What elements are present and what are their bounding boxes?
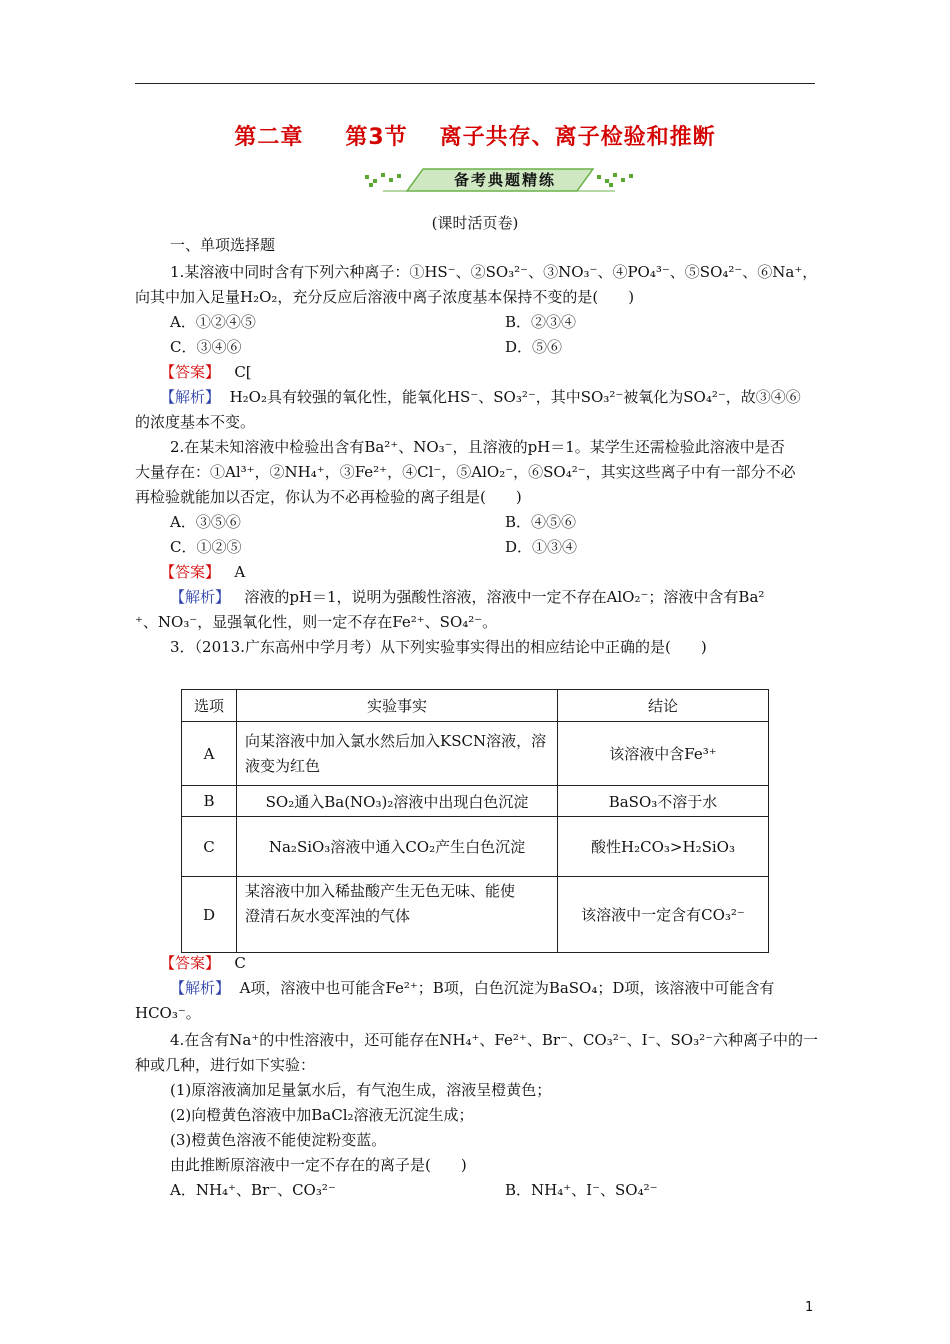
answer-tag: 【答案】 (160, 363, 221, 381)
q2-analysis-2: ⁺、NO₃⁻，显强氧化性，则一定不存在Fe²⁺、SO₄²⁻。 (135, 613, 498, 631)
q2-stem-3: 再检验就能加以否定，你认为不必再检验的离子组是( ) (135, 488, 522, 506)
row-conclusion: 该溶液中一定含有CO₃²⁻ (558, 877, 769, 953)
top-rule (135, 83, 815, 84)
q1-option-a: A．①②④⑤ (170, 313, 256, 331)
page-number: 1 (805, 1300, 814, 1315)
answer-tag: 【答案】 (160, 563, 221, 581)
q1-answer-value: C[ (234, 363, 252, 381)
row-option: B (182, 786, 237, 817)
q4-ask: 由此推断原溶液中一定不存在的离子是( ) (170, 1156, 467, 1174)
q3-analysis-1: A项，溶液中也可能含Fe²⁺；B项，白色沉淀为BaSO₄；D项，该溶液中可能含有 (239, 979, 775, 997)
q3-analysis (170, 978, 774, 998)
row-option: C (182, 817, 237, 877)
q2-stem-2: 大量存在：①Al³⁺，②NH₄⁺，③Fe²⁺，④Cl⁻，⑤AlO₂⁻，⑥SO₄²⁻，其实这些离子中有一部分不必 (135, 463, 796, 481)
q1-answer (160, 362, 252, 382)
q1-analysis-2: 的浓度基本不变。 (135, 413, 256, 431)
q4-step-3: (3)橙黄色溶液不能使淀粉变蓝。 (170, 1131, 387, 1149)
q2-analysis-1: 溶液的pH＝1，说明为强酸性溶液，溶液中一定不存在AlO₂⁻；溶液中含有Ba² (244, 588, 765, 606)
q4-option-a: A．NH₄⁺、Br⁻、CO₃²⁻ (170, 1181, 336, 1199)
row-fact-line: 某溶液中加入稀盐酸产生无色无味、能使 (245, 882, 516, 900)
q3-answer (160, 953, 246, 973)
q4-step-1: (1)原溶液滴加足量氯水后，有气泡生成，溶液呈橙黄色； (170, 1081, 552, 1099)
row-fact: SO₂通入Ba(NO₃)₂溶液中出现白色沉淀 (237, 786, 558, 817)
table-header: 实验事实 (237, 690, 558, 722)
q4-step-2: (2)向橙黄色溶液中加BaCl₂溶液无沉淀生成； (170, 1106, 474, 1124)
table-row (182, 786, 769, 817)
part-heading: 一、单项选择题 (170, 236, 276, 254)
banner-label: 备考典题精练 (453, 171, 556, 189)
section-label: 第3节 (345, 125, 408, 150)
q2-option-b: B．④⑤⑥ (505, 513, 577, 531)
q1-option-b: B．②③④ (505, 313, 577, 331)
q1-option-c: C．③④⑥ (170, 338, 242, 356)
q4-stem-1: 4.在含有Na⁺的中性溶液中，还可能存在NH₄⁺、Fe²⁺、Br⁻、CO₃²⁻、I⁻、SO₃²⁻六种离子中的一 (170, 1031, 819, 1049)
page-title (0, 120, 950, 151)
q2-option-a: A．③⑤⑥ (170, 513, 241, 531)
row-fact-line: 液变为红色 (245, 756, 321, 775)
analysis-tag: 【解析】 (170, 979, 231, 997)
q3-stem: 3．（2013.广东高州中学月考）从下列实验事实得出的相应结论中正确的是( ) (170, 638, 707, 656)
row-conclusion: 该溶液中含Fe³⁺ (558, 722, 769, 786)
q1-option-d: D．⑤⑥ (505, 338, 563, 356)
table-row (182, 817, 769, 877)
q1-analysis (160, 387, 801, 407)
row-option: A (182, 722, 237, 786)
row-fact (237, 877, 558, 953)
chapter-label: 第二章 (234, 125, 304, 150)
subtitle: (课时活页卷) (431, 214, 519, 232)
q2-answer-value: A (234, 563, 246, 581)
q2-answer (160, 562, 245, 582)
q2-option-d: D．①③④ (505, 538, 578, 556)
q1-analysis-1: H₂O₂具有较强的氧化性，能氧化HS⁻、SO₃²⁻，其中SO₃²⁻被氧化为SO₄²⁻，故③④⑥ (229, 388, 801, 406)
q1-stem-2: 向其中加入足量H₂O₂，充分反应后溶液中离子浓度基本保持不变的是( ) (135, 288, 635, 306)
q2-option-c: C．①②⑤ (170, 538, 242, 556)
row-fact-line: 澄清石灰水变浑浊的气体 (245, 907, 411, 925)
q4-stem-2: 种或几种，进行如下实验： (135, 1056, 316, 1074)
experiment-table (181, 689, 769, 953)
table-header-row (182, 690, 769, 722)
table-header: 选项 (182, 690, 237, 722)
row-fact (237, 722, 558, 786)
q4-option-b: B．NH₄⁺、I⁻、SO₄²⁻ (505, 1181, 658, 1199)
q2-analysis (170, 587, 764, 607)
q3-answer-value: C (234, 954, 246, 972)
q1-stem-1: 1.某溶液中同时含有下列六种离子：①HS⁻、②SO₃²⁻、③NO₃⁻、④PO₄³⁻、⑤SO₄²⁻、⑥Na⁺， (170, 263, 818, 281)
table-header: 结论 (558, 690, 769, 722)
title-text: 离子共存、离子检验和推断 (439, 125, 716, 150)
analysis-tag: 【解析】 (160, 388, 221, 406)
row-fact-line: 向某溶液中加入氯水然后加入KSCN溶液，溶 (245, 731, 547, 750)
analysis-tag: 【解析】 (170, 588, 231, 606)
q3-analysis-2: HCO₃⁻。 (135, 1004, 201, 1022)
answer-tag: 【答案】 (160, 954, 221, 972)
row-conclusion: BaSO₃不溶于水 (558, 786, 769, 817)
row-option: D (182, 877, 237, 953)
table-row (182, 722, 769, 786)
row-fact: Na₂SiO₃溶液中通入CO₂产生白色沉淀 (237, 817, 558, 877)
q2-stem-1: 2.在某未知溶液中检验出含有Ba²⁺、NO₃⁻，且溶液的pH＝1。某学生还需检验此溶液中是否 (170, 438, 785, 456)
row-conclusion: 酸性H₂CO₃>H₂SiO₃ (558, 817, 769, 877)
table-row (182, 877, 769, 953)
